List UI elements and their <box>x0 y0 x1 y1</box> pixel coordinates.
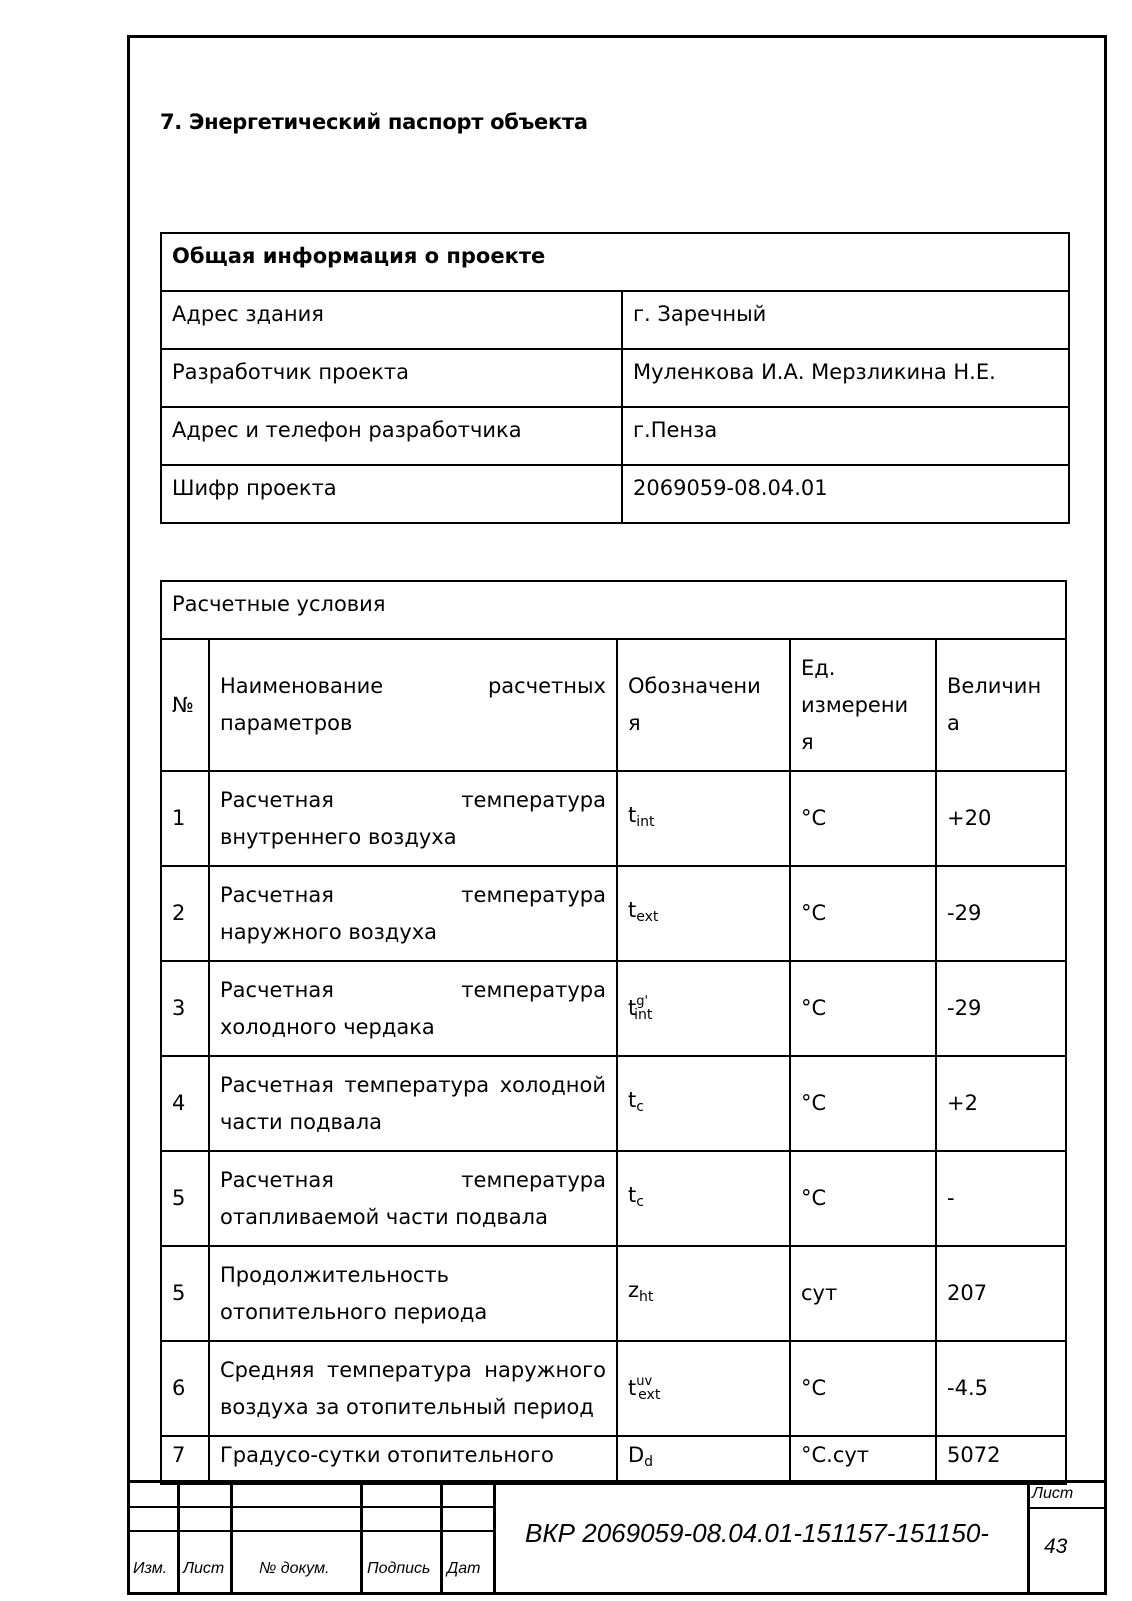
symbol-main: t <box>628 897 637 922</box>
row-number: 2 <box>161 866 209 961</box>
symbol-main: t <box>628 802 637 827</box>
symbol-subscript: ext <box>638 1387 661 1403</box>
parameter-value: 5072 <box>936 1436 1066 1484</box>
parameter-name: Средняя температура наружного воздуха за отопительный период <box>209 1341 617 1436</box>
divider <box>440 1480 443 1595</box>
divider <box>230 1480 233 1595</box>
info-label: Адрес и телефон разработчика <box>161 407 622 465</box>
parameter-symbol <box>617 771 790 866</box>
symbol-subscript: ext <box>636 908 659 925</box>
info-value: г. Заречный <box>622 291 1069 349</box>
symbol-main: z <box>628 1277 640 1302</box>
parameter-unit: сут <box>790 1246 936 1341</box>
parameter-value: +20 <box>936 771 1066 866</box>
row-number: 5 <box>161 1246 209 1341</box>
parameter-unit: °С <box>790 1056 936 1151</box>
parameter-name: Расчетная температура холодной части подвала <box>209 1056 617 1151</box>
parameter-symbol <box>617 1056 790 1151</box>
info-value: Муленкова И.А. Мерзликина Н.Е. <box>622 349 1069 407</box>
symbol-superscript: uv <box>636 1374 653 1389</box>
divider <box>127 1506 493 1508</box>
symbol-main: D <box>628 1443 645 1467</box>
parameter-unit: °С <box>790 1151 936 1246</box>
row-number: 3 <box>161 961 209 1056</box>
general-info-table <box>160 232 1070 524</box>
parameter-value: -29 <box>936 866 1066 961</box>
table-row <box>161 866 1066 961</box>
row-number: 1 <box>161 771 209 866</box>
table-row <box>161 771 1066 866</box>
symbol-subscript: c <box>636 1098 644 1115</box>
col-label-date: Дат <box>447 1560 481 1577</box>
col-header-unit: Ед. измерени я <box>790 639 936 771</box>
calc-conditions-table <box>160 580 1067 1485</box>
divider <box>127 1530 493 1532</box>
table-header-row <box>161 639 1066 771</box>
parameter-unit: °С <box>790 1341 936 1436</box>
table-row <box>161 349 1069 407</box>
col-header-num: № <box>161 639 209 771</box>
col-header-name: Наименование расчетных параметров <box>209 639 617 771</box>
divider <box>1027 1507 1107 1509</box>
table-row <box>161 1151 1066 1246</box>
row-number: 5 <box>161 1151 209 1246</box>
divider <box>1027 1480 1030 1595</box>
table-row <box>161 291 1069 349</box>
parameter-value: -4.5 <box>936 1341 1066 1436</box>
parameter-name: Градусо-сутки отопительного <box>209 1436 617 1484</box>
info-value: 2069059-08.04.01 <box>622 465 1069 523</box>
parameter-name: Расчетная температура отапливаемой части подвала <box>209 1151 617 1246</box>
symbol-subscript: d <box>644 1454 654 1470</box>
parameter-symbol <box>617 1151 790 1246</box>
document-code: ВКР 2069059-08.04.01-151157-151150- <box>525 1518 989 1548</box>
table-row <box>161 1341 1066 1436</box>
divider <box>360 1480 363 1595</box>
table-row <box>161 1056 1066 1151</box>
info-label: Адрес здания <box>161 291 622 349</box>
general-info-title: Общая информация о проекте <box>161 233 1069 291</box>
sheet-number: 43 <box>1044 1535 1068 1558</box>
table-row <box>161 1436 1066 1484</box>
parameter-value: - <box>936 1151 1066 1246</box>
row-number: 4 <box>161 1056 209 1151</box>
table-row <box>161 961 1066 1056</box>
symbol-main: t <box>628 996 637 1020</box>
parameter-value: 207 <box>936 1246 1066 1341</box>
parameter-symbol <box>617 961 790 1056</box>
col-header-symbol: Обозначени я <box>617 639 790 771</box>
parameter-name: Расчетная температура внутреннего воздуха <box>209 771 617 866</box>
parameter-unit: °С <box>790 961 936 1056</box>
symbol-subscript: c <box>636 1193 644 1210</box>
parameter-symbol <box>617 1341 790 1436</box>
symbol-superscript: g' <box>636 994 649 1009</box>
parameter-name: Расчетная температура наружного воздуха <box>209 866 617 961</box>
parameter-value: +2 <box>936 1056 1066 1151</box>
calc-conditions-title: Расчетные условия <box>161 581 1066 639</box>
table-row <box>161 465 1069 523</box>
divider <box>177 1480 180 1595</box>
symbol-subscript: int <box>634 1007 653 1023</box>
symbol-main: t <box>628 1376 637 1400</box>
row-number: 6 <box>161 1341 209 1436</box>
info-label: Шифр проекта <box>161 465 622 523</box>
row-number: 7 <box>161 1436 209 1484</box>
divider <box>127 1480 1107 1483</box>
col-header-value: Величин а <box>936 639 1066 771</box>
divider <box>493 1480 496 1595</box>
parameter-value: -29 <box>936 961 1066 1056</box>
parameter-name: Расчетная температура холодного чердака <box>209 961 617 1056</box>
parameter-unit: °С.сут <box>790 1436 936 1484</box>
parameter-name: Продолжительность отопительного периода <box>209 1246 617 1341</box>
col-label-list: Лист <box>183 1560 225 1577</box>
parameter-unit: °С <box>790 866 936 961</box>
info-label: Разработчик проекта <box>161 349 622 407</box>
page-heading: 7. Энергетический паспорт объекта <box>160 110 588 134</box>
title-block <box>127 1480 1107 1595</box>
sheet-label: Лист <box>1032 1485 1074 1502</box>
parameter-symbol <box>617 866 790 961</box>
symbol-subscript: int <box>636 813 655 830</box>
symbol-main: t <box>628 1182 637 1207</box>
symbol-subscript: ht <box>639 1288 654 1305</box>
info-value: г.Пенза <box>622 407 1069 465</box>
parameter-symbol <box>617 1246 790 1341</box>
col-label-doc: № докум. <box>259 1560 330 1577</box>
col-label-sign: Подпись <box>367 1560 431 1577</box>
table-row <box>161 1246 1066 1341</box>
table-row <box>161 407 1069 465</box>
parameter-unit: °С <box>790 771 936 866</box>
symbol-main: t <box>628 1087 637 1112</box>
col-label-izm: Изм. <box>133 1560 168 1577</box>
parameter-symbol <box>617 1436 790 1484</box>
